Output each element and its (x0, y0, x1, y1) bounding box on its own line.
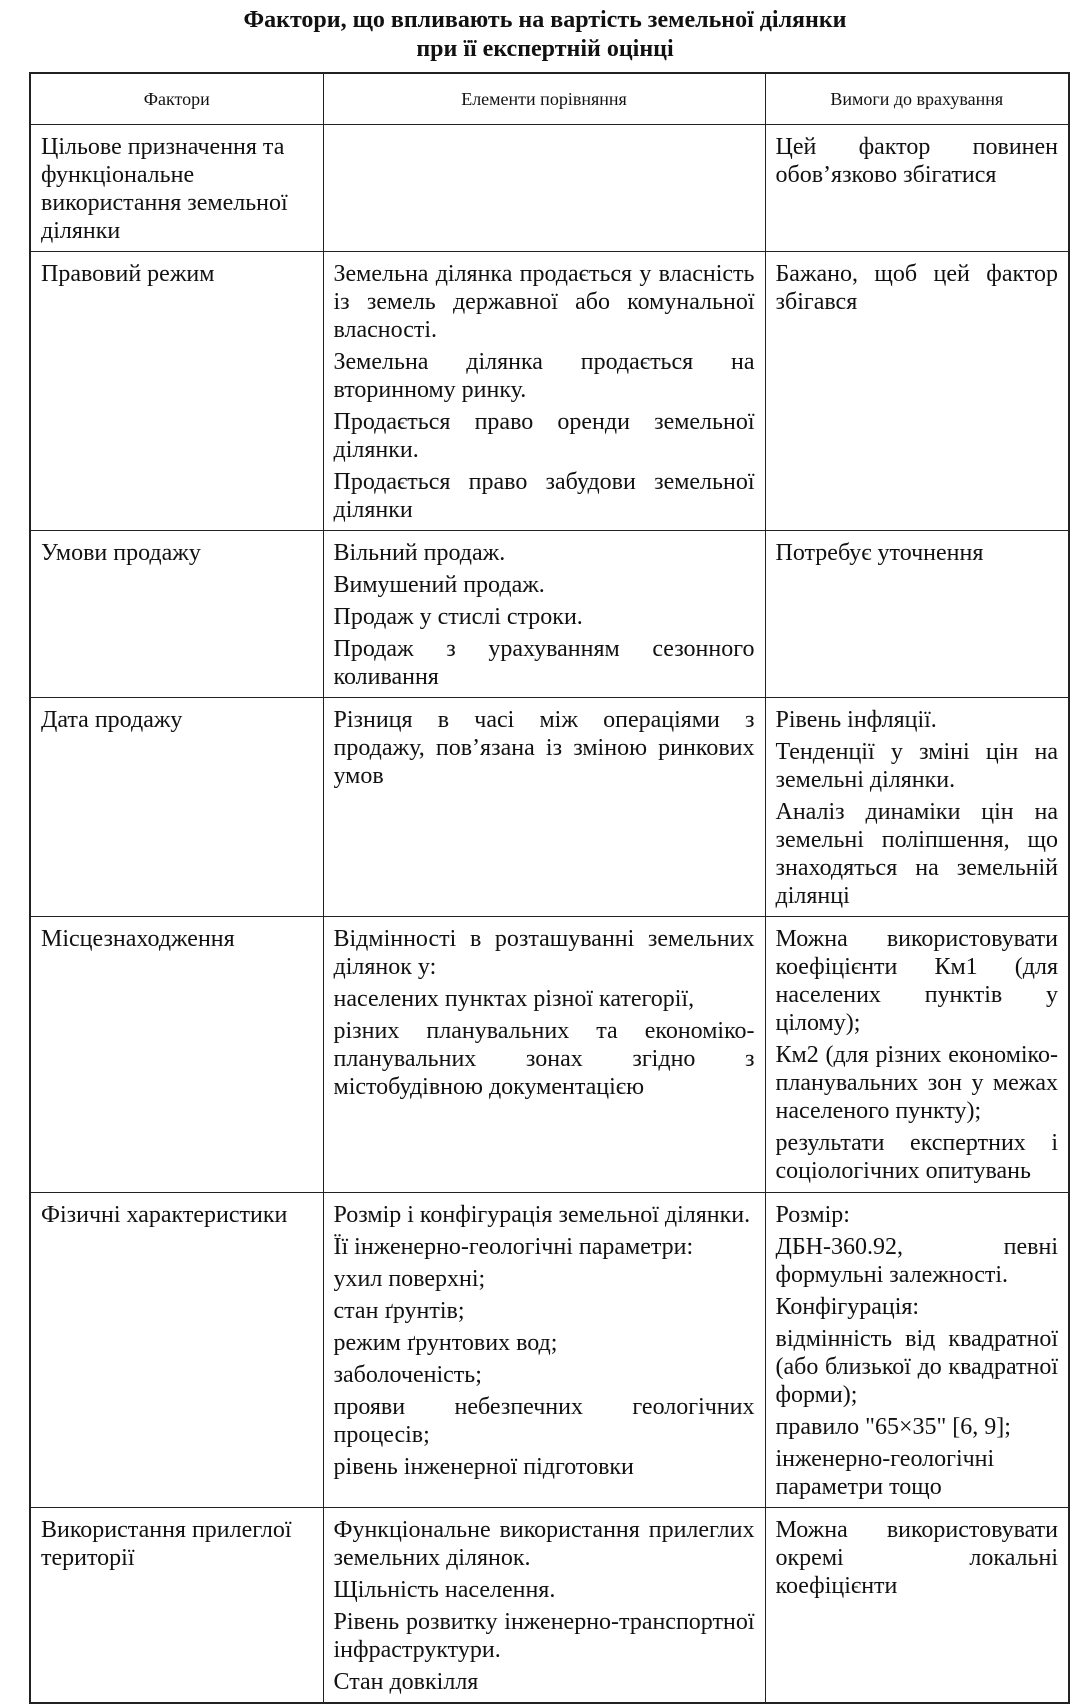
table-body (30, 125, 1069, 1704)
requirements-line: відмінність від квадратної (або близької до квадратної форми); (775, 1326, 1058, 1408)
requirements-line: Км2 (для різних економіко-планувальних зон у межах населеного пункту); (775, 1042, 1058, 1124)
factors-table (29, 72, 1070, 1704)
table-row (30, 1193, 1069, 1508)
elements-cell (323, 531, 765, 698)
requirements-line: результати експертних і соціологічних опитувань (775, 1130, 1058, 1184)
elements-line: Її інженерно-геологічні параметри: (333, 1234, 694, 1260)
elements-cell (323, 698, 765, 917)
factor-label: Правовий режим (41, 261, 215, 287)
elements-line: Функціональне використання прилеглих земельних ділянок. (333, 1517, 755, 1571)
elements-line: Щільність населення. (333, 1577, 556, 1603)
factor-cell (30, 125, 323, 252)
elements-line: Земельна ділянка продається на вторинному ринку. (333, 349, 755, 403)
elements-line: Вільний продаж. (333, 540, 506, 566)
requirements-line: Бажано, щоб цей фактор збігався (775, 261, 1058, 315)
elements-line: Вимушений продаж. (333, 572, 545, 598)
requirements-line: інженерно-геологічні параметри тощо (775, 1446, 995, 1500)
requirements-line: Рівень інфляції. (775, 707, 937, 733)
factor-label: Умови продажу (41, 540, 201, 566)
elements-line: Продаж у стислі строки. (333, 604, 583, 630)
elements-line: Відмінності в розташуванні земельних ділянок у: (333, 926, 755, 980)
header-row (30, 73, 1069, 125)
requirements-line: Можна використовувати коефіцієнти Км1 (для населених пунктів у цілому); (775, 926, 1058, 1036)
factor-label: Дата продажу (41, 707, 183, 733)
elements-line: Земельна ділянка продається у власність із земель державної або комунальної власності. (333, 261, 755, 343)
factor-label: Цільове призначення та функціональне використання земельної ділянки (41, 134, 288, 244)
elements-line: Різниця в часі між операціями з продажу, пов’язана із зміною ринкових умов (333, 707, 755, 789)
header-elements: Елементи порівняння (323, 73, 765, 125)
factor-cell (30, 917, 323, 1193)
elements-line: прояви небезпечних геологічних процесів; (333, 1394, 755, 1448)
requirements-line: Аналіз динаміки цін на земельні поліпшення, що знаходяться на земельній ділянці (775, 799, 1058, 909)
requirements-line: Цей фактор повинен обов’язково збігатися (775, 134, 1058, 188)
elements-line: Рівень розвитку інженерно-транспортної інфраструктури. (333, 1609, 755, 1663)
header-factor: Фактори (30, 73, 323, 125)
elements-line: режим ґрунтових вод; (333, 1330, 558, 1356)
table-row (30, 1508, 1069, 1704)
elements-line: населених пунктах різної категорії, (333, 986, 695, 1012)
elements-cell (323, 125, 765, 252)
table-row (30, 252, 1069, 531)
requirements-cell (765, 531, 1069, 698)
requirements-cell (765, 698, 1069, 917)
requirements-line: правило "65×35" [6, 9]; (775, 1414, 1011, 1440)
elements-cell (323, 252, 765, 531)
requirements-cell (765, 1193, 1069, 1508)
table-row (30, 125, 1069, 252)
requirements-line: Конфігурація: (775, 1294, 920, 1320)
requirements-line: Розмір: (775, 1202, 850, 1228)
requirements-cell (765, 917, 1069, 1193)
elements-line: рівень інженерної підготовки (333, 1454, 634, 1480)
factor-label: Місцезнаходження (41, 926, 235, 952)
elements-line: Розмір і конфігурація земельної ділянки. (333, 1202, 751, 1228)
factor-cell (30, 1193, 323, 1508)
elements-line: заболоченість; (333, 1362, 482, 1388)
elements-cell (323, 1508, 765, 1704)
title-line-2: при її експертній оцінці (416, 36, 674, 62)
table-row (30, 917, 1069, 1193)
header-requirements: Вимоги до врахування (765, 73, 1069, 125)
factor-cell (30, 531, 323, 698)
elements-line: Продається право забудови земельної ділянки (333, 469, 755, 523)
table-row (30, 698, 1069, 917)
title-line-1: Фактори, що впливають на вартість земельної ділянки (243, 7, 847, 33)
requirements-line: Можна використовувати окремі локальні коефіцієнти (775, 1517, 1058, 1599)
requirements-line: Потребує уточнення (775, 540, 984, 566)
requirements-cell (765, 1508, 1069, 1704)
requirements-line: ДБН-360.92, певні формульні залежності. (775, 1234, 1058, 1288)
elements-line: різних планувальних та економіко-планувальних зонах згідно з містобудівною документацією (333, 1018, 755, 1100)
elements-cell (323, 917, 765, 1193)
elements-line: стан ґрунтів; (333, 1298, 465, 1324)
elements-line: Продаж з урахуванням сезонного коливання (333, 636, 755, 690)
requirements-cell (765, 125, 1069, 252)
factor-cell (30, 698, 323, 917)
table-row (30, 531, 1069, 698)
elements-line: Продається право оренди земельної ділянки. (333, 409, 755, 463)
requirements-line: Тенденції у зміні цін на земельні ділянки. (775, 739, 1058, 793)
factor-label: Використання прилеглої території (41, 1517, 292, 1571)
document-title (0, 6, 1090, 64)
factor-cell (30, 252, 323, 531)
elements-line: Стан довкілля (333, 1669, 479, 1695)
factor-label: Фізичні характеристики (41, 1202, 288, 1228)
elements-line: ухил поверхні; (333, 1266, 486, 1292)
elements-cell (323, 1193, 765, 1508)
factor-cell (30, 1508, 323, 1704)
requirements-cell (765, 252, 1069, 531)
